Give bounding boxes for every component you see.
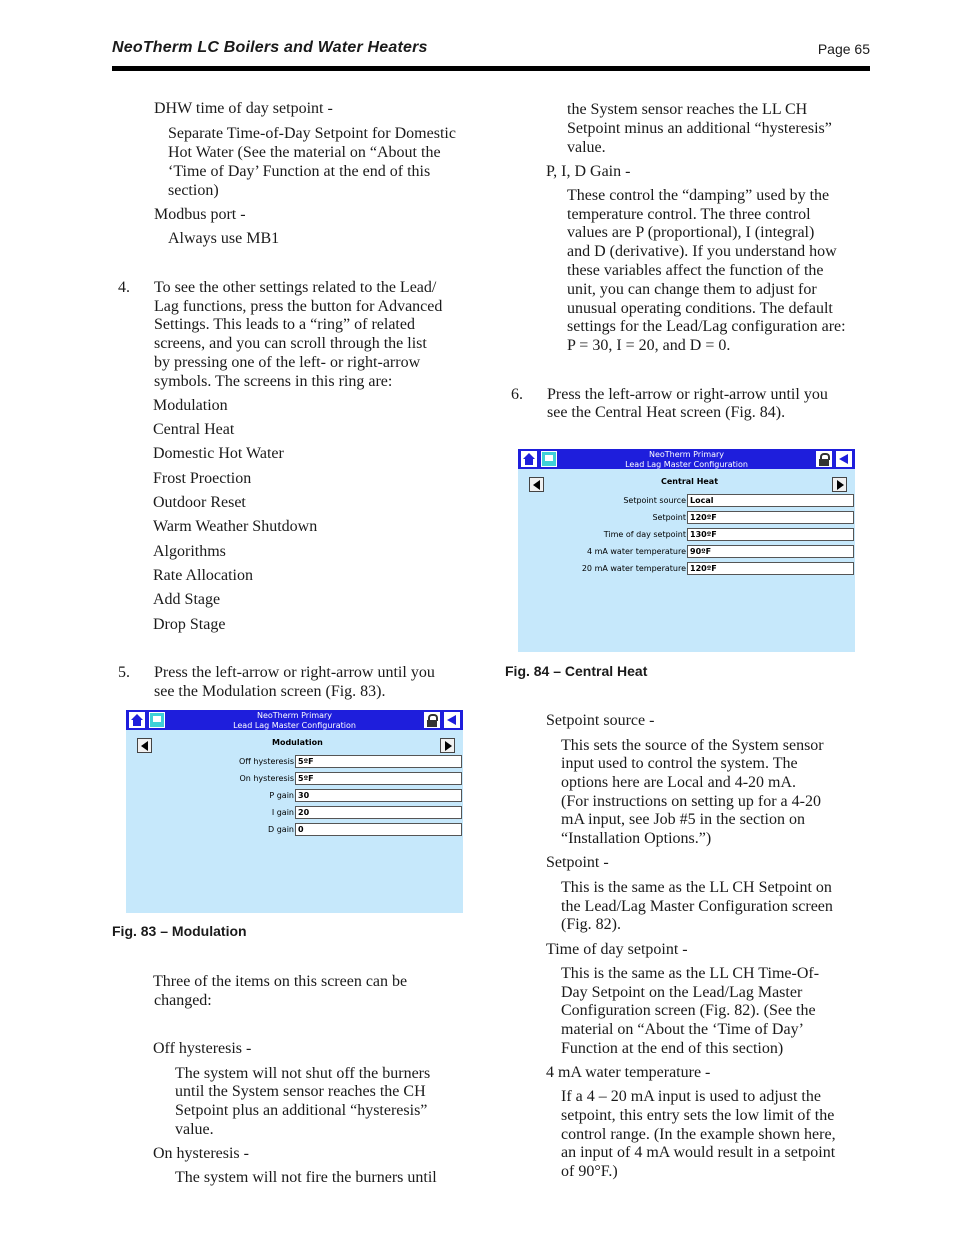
- step-4-line: by pressing one of the left- or right-arrow: [154, 354, 421, 371]
- pid-desc-line: unusual operating conditions. The default: [567, 300, 833, 317]
- modbus-port-label: Modbus port -: [154, 206, 246, 223]
- left-arrow-button[interactable]: [529, 477, 544, 492]
- central-heat-screen: [518, 449, 855, 652]
- 4ma-water-temp-label: 4 mA water temperature: [586, 547, 686, 556]
- setpoint-source-heading: Setpoint source -: [546, 712, 655, 729]
- setpoint-source-field[interactable]: Local: [687, 494, 854, 507]
- step-4-line: symbols. The screens in this ring are:: [154, 373, 393, 390]
- time-of-day-desc: This is the same as the LL CH Time-Of-: [561, 965, 820, 982]
- off-hysteresis-heading: Off hysteresis -: [153, 1040, 252, 1057]
- setpoint-source-desc: options here are Local and 4-20 mA.: [561, 774, 797, 791]
- p-gain-label: P gain: [269, 791, 294, 800]
- ring-item: Rate Allocation: [153, 567, 253, 584]
- p-gain-field[interactable]: 30: [295, 789, 462, 802]
- 20ma-water-temp-label: 20 mA water temperature: [581, 564, 686, 573]
- 4ma-heading: 4 mA water temperature -: [546, 1064, 711, 1081]
- ring-item: Drop Stage: [153, 616, 226, 633]
- 20ma-water-temp-field[interactable]: 120ºF: [687, 562, 854, 575]
- off-hysteresis-desc: Setpoint plus an additional “hysteresis”: [175, 1102, 428, 1119]
- setpoint-source-desc: This sets the source of the System sensor: [561, 737, 824, 754]
- pid-desc-line: values are P (proportional), I (integral): [567, 224, 815, 241]
- left-arrow-button[interactable]: [137, 738, 152, 753]
- screen-subtitle: Lead Lag Master Configuration: [625, 460, 748, 469]
- screen-heading: Modulation: [272, 738, 323, 747]
- step-4-number: 4.: [118, 279, 130, 296]
- on-hysteresis-field[interactable]: 5ºF: [295, 772, 462, 785]
- ring-item: Domestic Hot Water: [153, 445, 284, 462]
- hysteresis-continued: Setpoint minus an additional “hysteresis”: [567, 120, 832, 137]
- left-arrow-icon: [533, 480, 540, 490]
- screen-title: NeoTherm Primary: [256, 711, 333, 720]
- step-6-number: 6.: [511, 386, 523, 403]
- off-hysteresis-label: Off hysteresis: [239, 757, 294, 766]
- screen-heading: Central Heat: [661, 477, 719, 486]
- header-rule: [112, 66, 870, 71]
- step-4-line: screens, and you can scroll through the list: [154, 335, 427, 352]
- setpoint-desc: (Fig. 82).: [561, 916, 621, 933]
- right-arrow-icon: [837, 480, 844, 490]
- setpoint-source-desc: input used to control the system. The: [561, 755, 798, 772]
- document-title: NeoTherm LC Boilers and Water Heaters: [112, 39, 428, 56]
- setpoint-source-desc: mA input, see Job #5 in the section on: [561, 811, 805, 828]
- screen-subtitle: Lead Lag Master Configuration: [233, 721, 356, 730]
- ring-item: Warm Weather Shutdown: [153, 518, 318, 535]
- time-of-day-heading: Time of day setpoint -: [546, 941, 688, 958]
- pid-desc-line: P = 30, I = 20, and D = 0.: [567, 337, 731, 354]
- fig-83-caption: Fig. 83 – Modulation: [112, 923, 247, 939]
- lock-icon[interactable]: [424, 712, 440, 728]
- setpoint-source-desc: (For instructions on setting up for a 4-20: [561, 793, 821, 810]
- time-of-day-desc: Configuration screen (Fig. 82). (See the: [561, 1002, 816, 1019]
- ring-item: Outdoor Reset: [153, 494, 246, 511]
- intro-line: changed:: [154, 992, 212, 1009]
- 4ma-desc: control range. (In the example shown here,: [561, 1126, 836, 1143]
- time-of-day-setpoint-label: Time of day setpoint: [603, 530, 686, 539]
- screen-title-bar: [126, 710, 463, 730]
- 4ma-desc: setpoint, this entry sets the low limit of the: [561, 1107, 835, 1124]
- screen-title-bar: [518, 449, 855, 469]
- dhw-desc-line: Hot Water (See the material on “About the: [168, 144, 441, 161]
- pid-desc-line: these variables affect the function of the: [567, 262, 824, 279]
- setpoint-label: Setpoint: [652, 513, 686, 522]
- step-4-line: Settings. This leads to a “ring” of related: [154, 316, 415, 333]
- i-gain-label: I gain: [271, 808, 294, 817]
- time-of-day-setpoint-field[interactable]: 130ºF: [687, 528, 854, 541]
- time-of-day-desc: material on “About the ‘Time of Day’: [561, 1021, 804, 1038]
- step-4-line: To see the other settings related to the Lead/: [154, 279, 437, 296]
- ring-item: Modulation: [153, 397, 228, 414]
- step-5-line: see the Modulation screen (Fig. 83).: [154, 683, 386, 700]
- modulation-screen: [126, 710, 463, 913]
- on-hysteresis-label: On hysteresis: [239, 774, 294, 783]
- right-arrow-icon: [445, 741, 452, 751]
- 4ma-desc: of 90°F.): [561, 1163, 618, 1180]
- off-hysteresis-field[interactable]: 5ºF: [295, 755, 462, 768]
- right-arrow-button[interactable]: [832, 477, 847, 492]
- modbus-port-desc: Always use MB1: [168, 230, 280, 247]
- lock-icon[interactable]: [816, 451, 832, 467]
- setpoint-desc: the Lead/Lag Master Configuration screen: [561, 898, 833, 915]
- back-icon[interactable]: [836, 451, 852, 467]
- pid-desc-line: temperature control. The three control: [567, 206, 811, 223]
- time-of-day-desc: Day Setpoint on the Lead/Lag Master: [561, 984, 803, 1001]
- pid-desc-line: These control the “damping” used by the: [567, 187, 830, 204]
- dhw-desc-line: section): [168, 182, 219, 199]
- dhw-setpoint-label: DHW time of day setpoint -: [154, 100, 333, 117]
- hysteresis-continued: value.: [567, 139, 606, 156]
- d-gain-label: D gain: [268, 825, 294, 834]
- pid-desc-line: settings for the Lead/Lag configuration are:: [567, 318, 846, 335]
- 4ma-water-temp-field[interactable]: 90ºF: [687, 545, 854, 558]
- left-arrow-icon: [141, 741, 148, 751]
- pid-desc-line: unit, you can change them to adjust for: [567, 281, 817, 298]
- off-hysteresis-desc: value.: [175, 1121, 214, 1138]
- 4ma-desc: If a 4 – 20 mA input is used to adjust the: [561, 1088, 821, 1105]
- dhw-desc-line: ‘Time of Day’ Function at the end of this: [168, 163, 431, 180]
- ring-item: Central Heat: [153, 421, 235, 438]
- ring-item: Frost Proection: [153, 470, 252, 487]
- setpoint-desc: This is the same as the LL CH Setpoint on: [561, 879, 832, 896]
- step-6-line: Press the left-arrow or right-arrow until you: [547, 386, 828, 403]
- intro-line: Three of the items on this screen can be: [153, 973, 408, 990]
- page-number: Page 65: [817, 41, 870, 57]
- screen-title: NeoTherm Primary: [648, 450, 725, 459]
- off-hysteresis-desc: until the System sensor reaches the CH: [175, 1083, 426, 1100]
- fig-84-caption: Fig. 84 – Central Heat: [505, 663, 648, 679]
- 4ma-desc: an input of 4 mA would result in a setpoint: [561, 1144, 836, 1161]
- setpoint-field[interactable]: 120ºF: [687, 511, 854, 524]
- back-icon[interactable]: [444, 712, 460, 728]
- setpoint-source-desc: “Installation Options.”): [561, 830, 712, 847]
- ring-item: Add Stage: [153, 591, 221, 608]
- right-arrow-button[interactable]: [440, 738, 455, 753]
- dhw-desc-line: Separate Time-of-Day Setpoint for Domestic: [168, 125, 456, 142]
- time-of-day-desc: Function at the end of this section): [561, 1040, 784, 1057]
- on-hysteresis-desc: The system will not fire the burners until: [175, 1169, 437, 1186]
- ring-item: Algorithms: [153, 543, 226, 560]
- step-4-line: Lag functions, press the button for Advanced: [154, 298, 443, 315]
- step-5-line: Press the left-arrow or right-arrow until you: [154, 664, 435, 681]
- step-5-number: 5.: [118, 664, 130, 681]
- on-hysteresis-heading: On hysteresis -: [153, 1145, 249, 1162]
- pid-gain-heading: P, I, D Gain -: [546, 163, 631, 180]
- setpoint-heading: Setpoint -: [546, 854, 609, 871]
- d-gain-field[interactable]: 0: [295, 823, 462, 836]
- setpoint-source-label: Setpoint source: [623, 496, 686, 505]
- off-hysteresis-desc: The system will not shut off the burners: [175, 1065, 431, 1082]
- i-gain-field[interactable]: 20: [295, 806, 462, 819]
- pid-desc-line: and D (derivative). If you understand how: [567, 243, 837, 260]
- hysteresis-continued: the System sensor reaches the LL CH: [567, 101, 808, 118]
- step-6-line: see the Central Heat screen (Fig. 84).: [547, 404, 786, 421]
